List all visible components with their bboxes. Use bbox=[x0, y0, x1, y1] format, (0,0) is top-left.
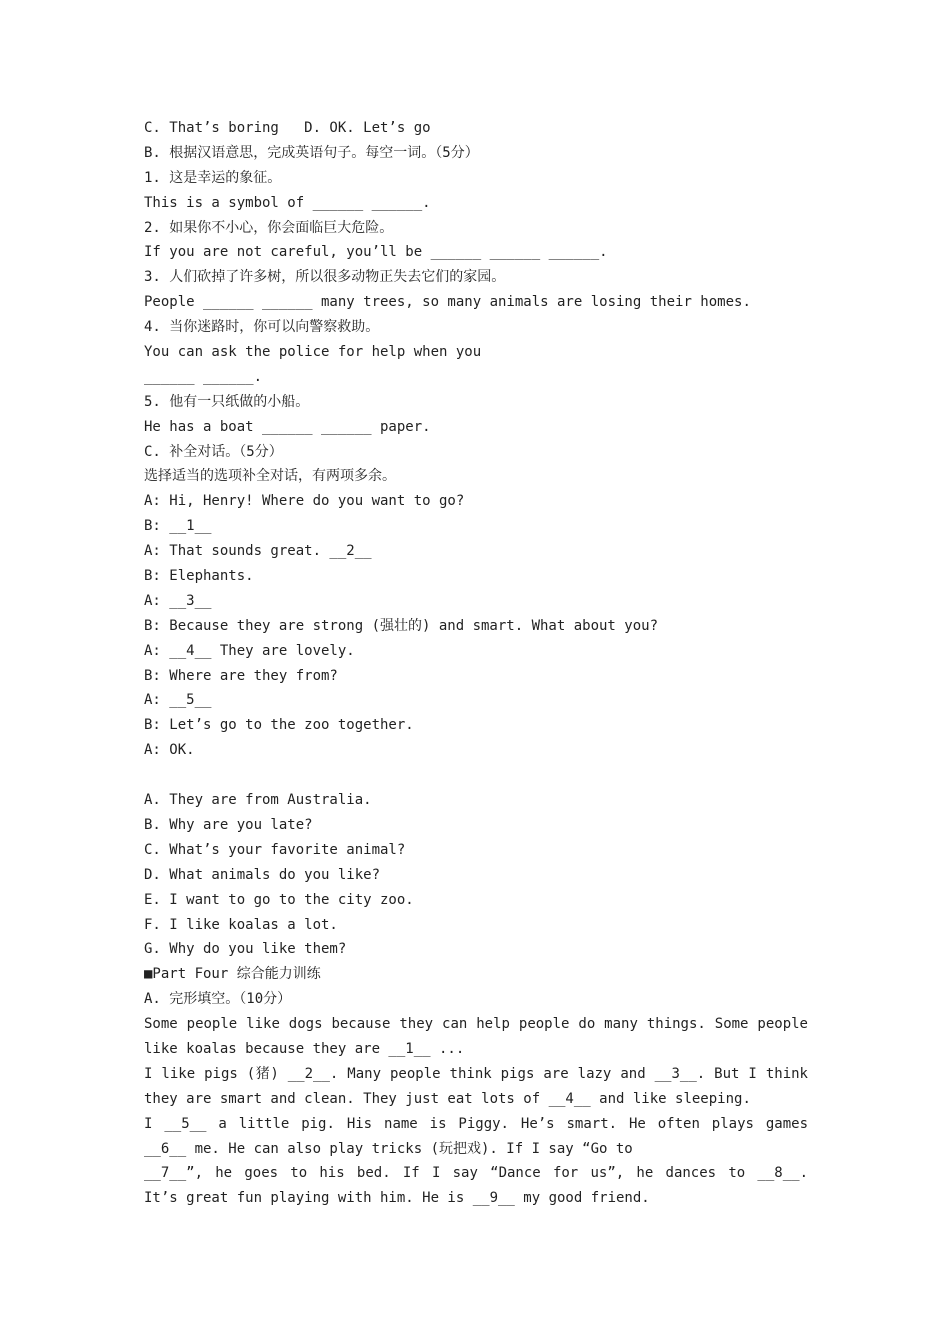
blank-line bbox=[144, 763, 808, 788]
cloze-heading: A. 完形填空。（10分） bbox=[144, 991, 292, 1008]
section-b-heading: B. 根据汉语意思，完成英语句子。每空一词。（5分） bbox=[144, 144, 479, 161]
section-c-instruction: 选择适当的选项补全对话，有两项多余。 bbox=[144, 468, 396, 485]
dialogue-line: B: Elephants. bbox=[144, 568, 254, 585]
question-3-english: People ______ ______ many trees, so many animals are losing their homes. bbox=[144, 294, 751, 311]
dialogue-line: A: __4__ They are lovely. bbox=[144, 642, 355, 659]
option-c: C. What’s your favorite animal? bbox=[144, 841, 406, 858]
option-g: G. Why do you like them? bbox=[144, 941, 347, 958]
cloze-passage-line: I __5__ a little pig. His name is Piggy. He’s smart. He often plays games bbox=[144, 1115, 808, 1132]
question-5-chinese: 5. 他有一只纸做的小船。 bbox=[144, 393, 310, 410]
question-4-chinese: 4. 当你迷路时，你可以向警察救助。 bbox=[144, 319, 380, 336]
option-e: E. I want to go to the city zoo. bbox=[144, 891, 414, 908]
section-c-heading: C. 补全对话。（5分） bbox=[144, 443, 283, 460]
question-3-chinese: 3. 人们砍掉了许多树，所以很多动物正失去它们的家园。 bbox=[144, 269, 506, 286]
question-4-english-blanks: ______ ______. bbox=[144, 368, 263, 385]
question-2-chinese: 2. 如果你不小心，你会面临巨大危险。 bbox=[144, 219, 394, 236]
option-f: F. I like koalas a lot. bbox=[144, 916, 338, 933]
cloze-passage-line: It’s great fun playing with him. He is __9__ my good friend. bbox=[144, 1190, 650, 1207]
cloze-passage-line: __6__ me. He can also play tricks (玩把戏). If I say “Go to bbox=[144, 1140, 633, 1157]
answer-options-cd: C. That’s boring D. OK. Let’s go bbox=[144, 120, 431, 136]
question-5-english: He has a boat ______ ______ paper. bbox=[144, 418, 431, 435]
question-1-english: This is a symbol of ______ ______. bbox=[144, 194, 431, 211]
dialogue-line: A: Hi, Henry! Where do you want to go? bbox=[144, 493, 465, 510]
document-page bbox=[144, 116, 808, 1211]
dialogue-line: A: That sounds great. __2__ bbox=[144, 543, 372, 560]
cloze-passage-line: they are smart and clean. They just eat lots of __4__ and like sleeping. bbox=[144, 1090, 751, 1107]
dialogue-line: A: OK. bbox=[144, 742, 195, 759]
option-d: D. What animals do you like? bbox=[144, 866, 381, 883]
question-1-chinese: 1. 这是幸运的象征。 bbox=[144, 169, 282, 186]
question-2-english: If you are not careful, you’ll be ______ ______ ______. bbox=[144, 244, 608, 261]
dialogue-line: B: Where are they from? bbox=[144, 667, 338, 684]
cloze-passage-line: Some people like dogs because they can help people do many things. Some people bbox=[144, 1016, 808, 1033]
cloze-passage-line: __7__”, he goes to his bed. If I say “Dance for us”, he dances to __8__. bbox=[144, 1165, 808, 1182]
question-4-english: You can ask the police for help when you bbox=[144, 344, 482, 361]
dialogue-line: B: Let’s go to the zoo together. bbox=[144, 717, 414, 734]
option-a: A. They are from Australia. bbox=[144, 792, 372, 809]
option-b: B. Why are you late? bbox=[144, 816, 313, 833]
dialogue-line: A: __5__ bbox=[144, 692, 212, 709]
cloze-passage-line: like koalas because they are __1__ ... bbox=[144, 1040, 465, 1057]
dialogue-line: B: Because they are strong (强壮的) and smart. What about you? bbox=[144, 617, 659, 634]
dialogue-line: B: __1__ bbox=[144, 518, 212, 535]
dialogue-line: A: __3__ bbox=[144, 592, 212, 609]
cloze-passage-line: I like pigs (猪) __2__. Many people think pigs are lazy and __3__. But I think bbox=[144, 1065, 808, 1082]
part-four-heading: ■Part Four 综合能力训练 bbox=[144, 966, 321, 983]
